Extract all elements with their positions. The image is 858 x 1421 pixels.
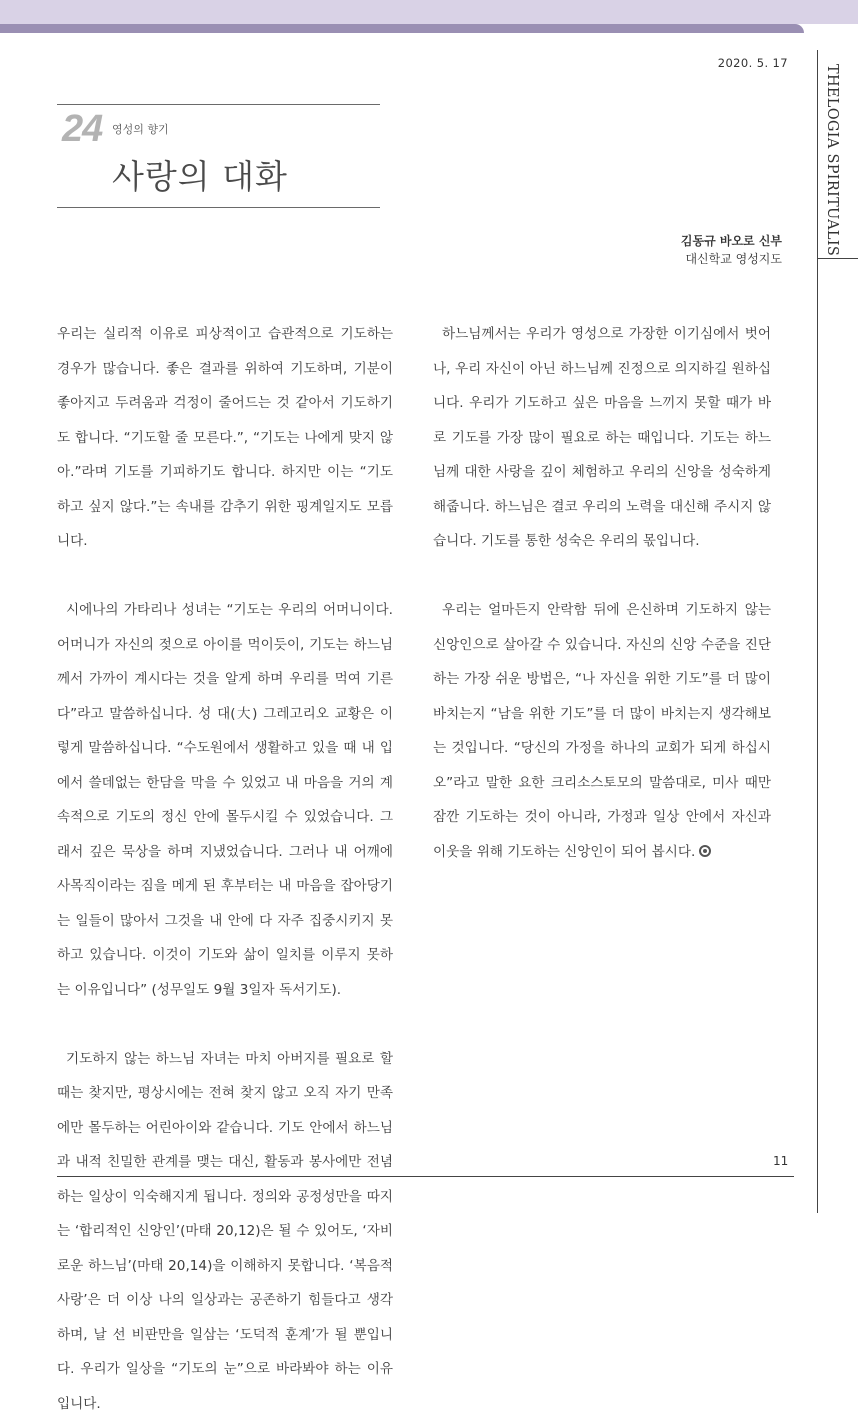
paragraph-4: 하느님께서는 우리가 영성으로 가장한 이기심에서 벗어나, 우리 자신이 아닌 하느님께 진정으로 의지하길 원하십니다. 우리가 기도하고 싶은 마음을 느끼지 못할 때가 바로 기도를 가장 많이 필요로 하는 때입니다. 기도는 하느님께 대한 사랑을 깊이 체험하고 우리의 신앙을 성숙하게 해줍니다. 하느님은 결코 우리의 노력을 대신해 주시지 않습니다. 기도를 통한 성숙은 우리의 몫입니다. — [433, 317, 771, 559]
article-column-right — [433, 317, 771, 869]
paragraph-1: 우리는 실리적 이유로 피상적이고 습관적으로 기도하는 경우가 많습니다. 좋은 결과를 위하여 기도하며, 기분이 좋아지고 두려움과 걱정이 줄어드는 것 같아서 기도하기도 합니다. “기도할 줄 모른다.”, “기도는 나에게 맞지 않아.”라며 기도를 기피하기도 합니다. 하지만 이는 “기도하고 싶지 않다.”는 속내를 감추기 위한 핑계일지도 모릅니다. — [57, 317, 393, 559]
article-title: 사랑의 대화 — [112, 160, 288, 193]
side-vertical-rule — [817, 50, 818, 1213]
issue-number: 24 — [62, 110, 102, 148]
top-color-band — [0, 0, 858, 24]
author-block — [681, 232, 782, 268]
paragraph-5 — [433, 593, 771, 869]
paragraph-5-text: 우리는 얼마든지 안락함 뒤에 은신하며 기도하지 않는 신앙인으로 살아갈 수 있습니다. 자신의 신앙 수준을 진단하는 가장 쉬운 방법은, “나 자신을 위한 기도”를 더 많이 바치는지 “남을 위한 기도”를 더 많이 바치는지 생각해보는 것입니다. “당신의 가정을 하나의 교회가 되게 하십시오”라고 말한 요한 크리소스토모의 말씀대로, 미사 때만 잠깐 기도하는 것이 아니라, 가정과 일상 안에서 자신과 이웃을 위해 기도하는 신앙인이 되어 봅시다. — [433, 602, 771, 860]
header-rule-bottom — [57, 207, 380, 208]
article-column-left — [57, 317, 393, 1421]
author-name: 김동규 바오로 신부 — [681, 232, 782, 250]
top-accent-strip — [0, 24, 804, 33]
side-label: THELOGIA SPIRITUALIS — [824, 64, 840, 256]
footer-rule — [57, 1176, 794, 1177]
header-rule-top — [57, 104, 380, 105]
paragraph-3: 기도하지 않는 하느님 자녀는 마치 아버지를 필요로 할 때는 찾지만, 평상시에는 전혀 찾지 않고 오직 자기 만족에만 몰두하는 어린아이와 같습니다. 기도 안에서 하느님과 내적 친밀한 관계를 맺는 대신, 활동과 봉사에만 전념하는 일상이 익숙해지게 됩니다. 정의와 공정성만을 따지는 ‘합리적인 신앙인’(마태 20,12)은 될 수 있어도, ‘자비로운 하느님’(마태 20,14)을 이해하지 못합니다. ‘복음적 사랑’은 더 이상 나의 일상과는 공존하기 힘들다고 생각하며, 날 선 비판만을 일삼는 ‘도덕적 훈계’가 될 뿐입니다. 우리가 일상을 “기도의 눈”으로 바라봐야 하는 이유입니다. — [57, 1042, 393, 1421]
paragraph-2: 시에나의 가타리나 성녀는 “기도는 우리의 어머니이다. 어머니가 자신의 젖으로 아이를 먹이듯이, 기도는 하느님께서 가까이 계시다는 것을 알게 하며 우리를 먹여 기른다”라고 말씀하십니다. 성 대(大) 그레고리오 교황은 이렇게 말씀하십니다. “수도원에서 생활하고 있을 때 내 입에서 쓸데없는 한담을 막을 수 있었고 내 마음을 거의 계속적으로 기도의 정신 안에 몰두시킬 수 있었습니다. 그래서 깊은 묵상을 하며 지냈었습니다. 그러나 내 어깨에 사목직이라는 짐을 메게 된 후부터는 내 마음을 잡아당기는 일들이 많아서 그것을 내 안에 다 자주 집중시키지 못하고 있습니다. 이것이 기도와 삶이 일치를 이루지 못하는 이유입니다” (성무일도 9월 3일자 독서기도). — [57, 593, 393, 1007]
author-affiliation: 대신학교 영성지도 — [681, 250, 782, 268]
series-title: 영성의 향기 — [112, 121, 169, 137]
issue-date: 2020. 5. 17 — [718, 56, 788, 70]
page-number: 11 — [773, 1154, 788, 1168]
end-mark-icon — [699, 845, 711, 857]
side-horizontal-rule — [817, 258, 858, 259]
